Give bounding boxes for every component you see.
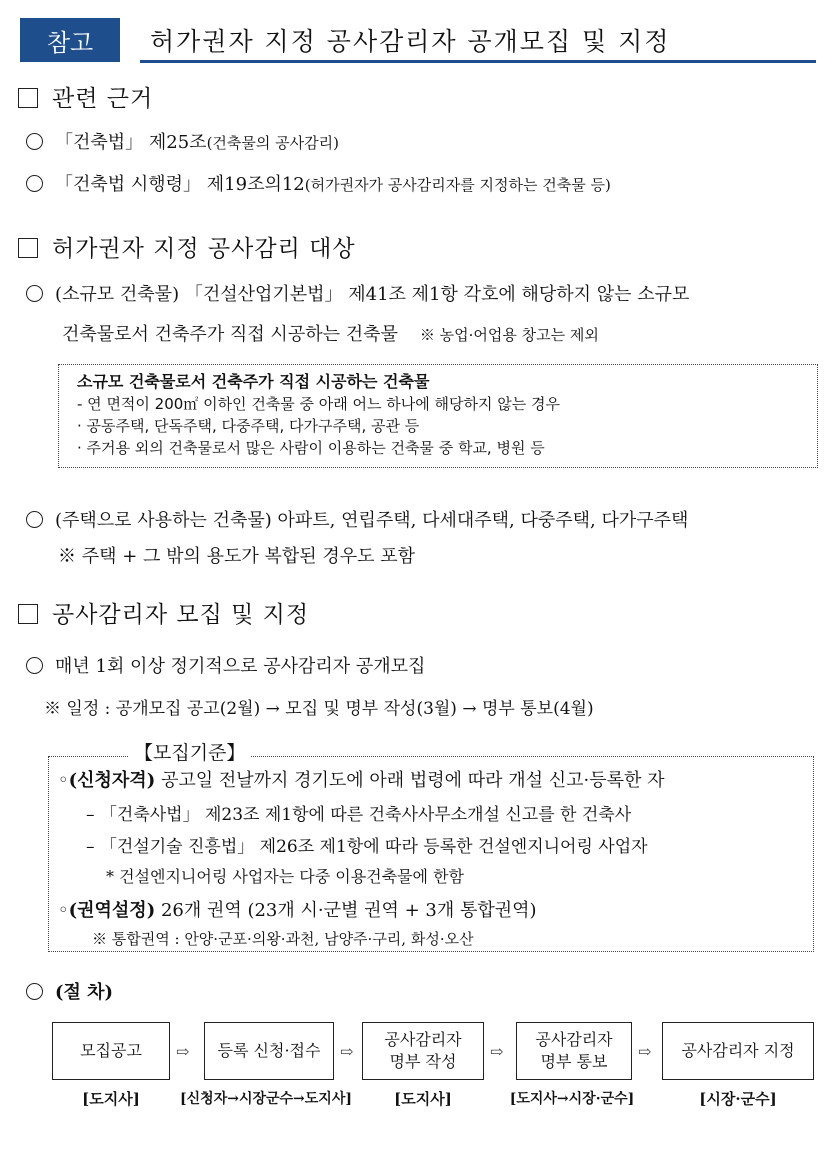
basis-item-2: 「건축법 시행령」 제19조의12(허가권자가 공사감리자를 지정하는 건축물 등) [26, 170, 611, 196]
arrow-right-icon: ⇨ [176, 1042, 190, 1061]
criteria-qual-1: – 「건축사법」 제23조 제1항에 따른 건축사사무소개설 신고를 한 건축사 [86, 805, 632, 825]
target-item-2-note: ※ 주택 + 그 밖의 용도가 복합된 경우도 포함 [58, 546, 416, 567]
arrow-right-icon: ⇨ [490, 1042, 504, 1061]
recruit-item-1: 매년 1회 이상 정기적으로 공사감리자 공개모집 [26, 652, 425, 678]
page-title: 허가권자 지정 공사감리자 공개모집 및 지정 [150, 27, 671, 56]
title-underline [140, 60, 816, 63]
flow-actor-2: [신청자→시장군수→도지사] [180, 1091, 352, 1107]
arrow-right-icon: ⇨ [340, 1042, 354, 1061]
box-line: · 공동주택, 단독주택, 다중주택, 다가구주택, 공관 등 [77, 417, 420, 435]
criteria-qual-2: – 「건설기술 진흥법」 제26조 제1항에 따라 등록한 건설엔지니어링 사업자 [86, 837, 648, 857]
target-item-1-cont: 건축물로서 건축주가 직접 시공하는 건축물 ※ 농업·어업용 창고는 제외 [62, 324, 599, 345]
criteria-qual-note: * 건설엔지니어링 사업자는 다중 이용건축물에 한함 [106, 867, 465, 886]
procedure-heading: (절 차) [26, 978, 113, 1004]
square-bullet-icon [18, 238, 38, 258]
flow-step-3: 공사감리자 명부 작성 [362, 1022, 484, 1080]
small-building-box [58, 364, 818, 468]
flow-actor-1: [도지사] [82, 1090, 140, 1108]
box-heading: 소규모 건축물로서 건축주가 직접 시공하는 건축물 [77, 372, 430, 391]
flow-actor-3: [도지사] [394, 1090, 452, 1108]
criteria-label: 【모집기준】 [128, 738, 251, 765]
square-bullet-icon [18, 88, 38, 108]
circle-bullet-icon [26, 657, 43, 674]
square-bullet-icon [18, 604, 38, 624]
arrow-right-icon: ⇨ [638, 1042, 652, 1061]
circle-bullet-icon [26, 511, 43, 528]
flow-step-1: 모집공고 [52, 1022, 170, 1080]
criteria-zone-note: ※ 통합권역 : 안양·군포·의왕·과천, 남양주·구리, 화성·오산 [92, 930, 474, 948]
basis-item-1: 「건축법」 제25조(건축물의 공사감리) [26, 128, 339, 154]
flow-actor-4: [도지사→시장·군수] [509, 1091, 635, 1107]
recruit-schedule: ※ 일정 : 공개모집 공고(2월) → 모집 및 명부 작성(3월) → 명부 통보(4월) [44, 699, 594, 719]
flow-actor-5: [시장·군수] [699, 1090, 777, 1108]
target-item-2: (주택으로 사용하는 건축물) 아파트, 연립주택, 다세대주택, 다중주택, 다가구주택 [26, 506, 688, 532]
circle-bullet-icon [26, 175, 43, 192]
section-heading-basis: 관련 근거 [18, 80, 153, 113]
title-tag: 참고 [20, 18, 120, 62]
title-bar [20, 18, 816, 64]
circle-bullet-icon [26, 285, 43, 302]
section-heading-recruit: 공사감리자 모집 및 지정 [18, 596, 309, 629]
flow-step-2: 등록 신청·접수 [204, 1022, 334, 1080]
criteria-zone: ◦(권역설정) 26개 권역 (23개 시·군별 권역 + 3개 통합권역) [58, 900, 537, 921]
circle-bullet-icon [26, 133, 43, 150]
box-line: - 연 면적이 200㎡ 이하인 건축물 중 아래 어느 하나에 해당하지 않는 경우 [77, 395, 561, 413]
section-heading-target: 허가권자 지정 공사감리 대상 [18, 230, 356, 263]
circle-bullet-icon [26, 983, 43, 1000]
target-item-1: (소규모 건축물) 「건설산업기본법」 제41조 제1항 각호에 해당하지 않는 소규모 [26, 280, 689, 306]
flow-step-5: 공사감리자 지정 [662, 1022, 814, 1080]
criteria-qualification: ◦(신청자격) 공고일 전날까지 경기도에 아래 법령에 따라 개설 신고·등록한 자 [58, 770, 665, 791]
box-line: · 주거용 외의 건축물로서 많은 사람이 이용하는 건축물 중 학교, 병원 등 [77, 439, 545, 457]
flow-step-4: 공사감리자 명부 통보 [516, 1022, 632, 1080]
